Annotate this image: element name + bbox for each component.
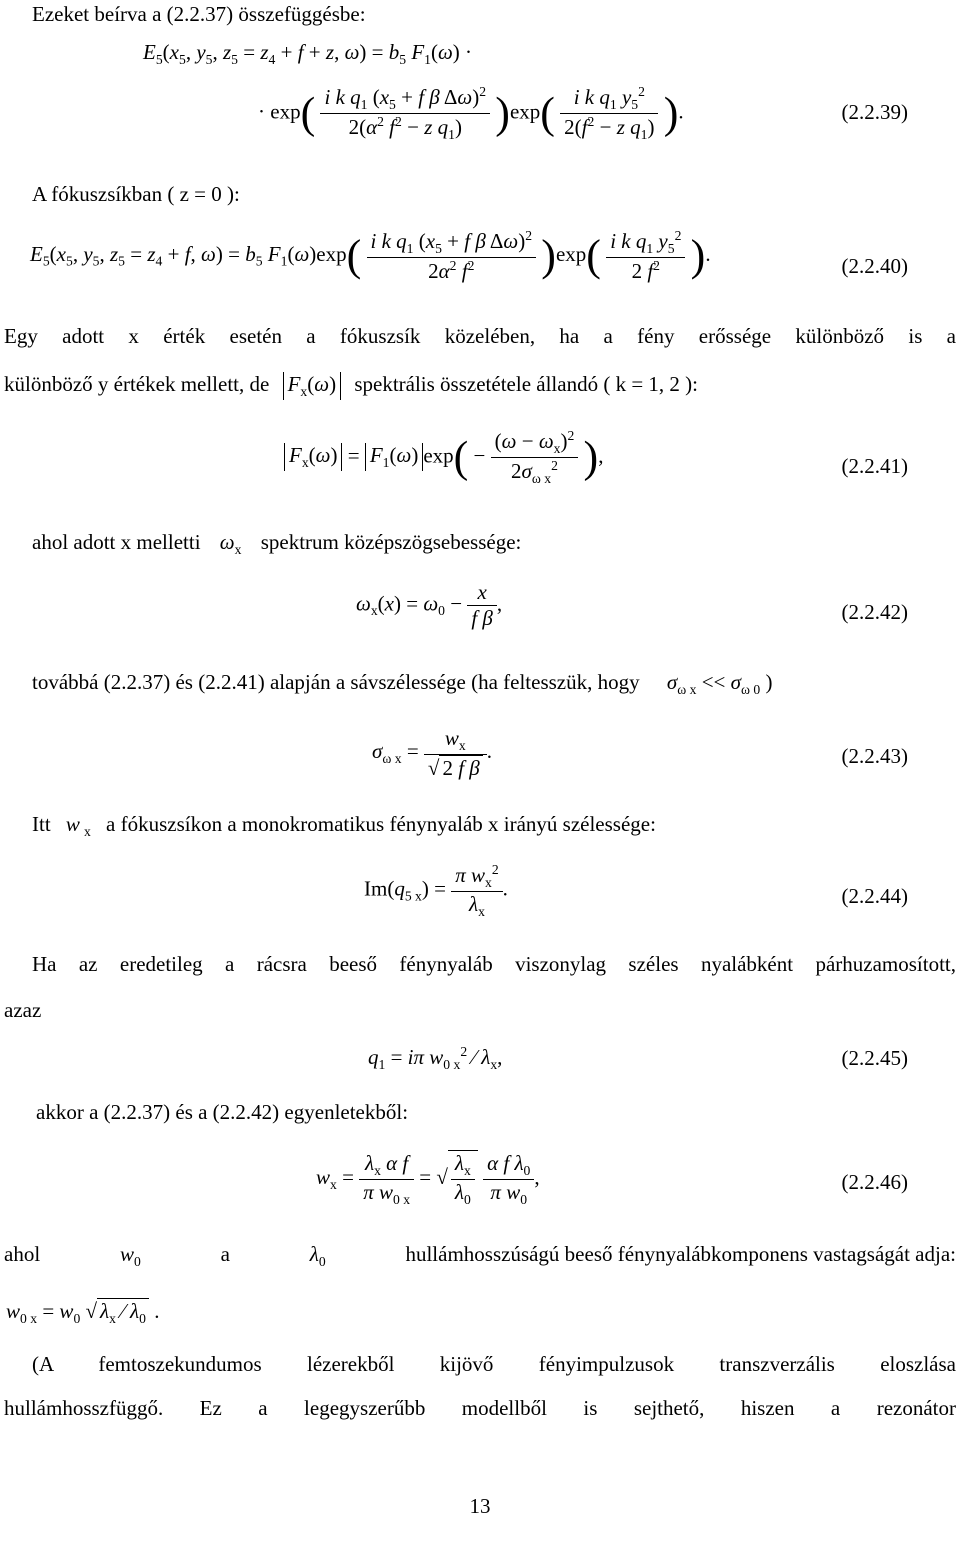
paragraph-where-b: a: [220, 1242, 230, 1266]
equation-2-2-46: $w_x$ = $\frac{\lambda_x \alpha f}{\pi w_{0 x}}$ = √ $\frac{\lambda_x}{\lambda_0}$ $\frac{\alpha f \lambda_0}{\pi w_0}$ ,: [316, 1151, 540, 1207]
equation-number-40: (2.2.40): [841, 254, 908, 278]
paragraph-omega-x-a: ahol adott x melletti: [32, 530, 201, 554]
equation-2-2-42: $\omega_x(x) = \omega_0$ − $\frac{x}{\text{f β}}$ ,: [356, 580, 503, 630]
equation-number-41: (2.2.41): [841, 454, 908, 478]
paragraph-width: Itt w $_x$ a fókuszsíkon a monokromatikus fénynyaláb x irányú szélessége:: [32, 812, 656, 839]
paragraph-focal-plane: A fókuszsíkban ( z = 0 ):: [32, 182, 240, 206]
equation-number-42: (2.2.42): [841, 600, 908, 624]
paragraph-intro: Ezeket beírva a (2.2.37) összefüggésbe:: [32, 2, 366, 26]
paragraph-femto-line1: (A femtoszekundumos lézerekből kijövő fényimpulzusok transzverzális eloszlása: [32, 1352, 956, 1376]
paragraph-femto-line2: hullámhosszfüggő. Ez a legegyszerűbb modellből is sejthető, hiszen a rezonátor: [4, 1396, 956, 1420]
paragraph-omega-x: ahol adott x melletti $\omega_x$ spektrum középszögsebessége:: [32, 530, 522, 557]
paragraph-omega-x-b: spektrum középszögsebessége:: [260, 530, 522, 554]
paragraph-where-a: ahol: [4, 1242, 41, 1266]
equation-2-2-39-line2: · exp( $\frac{i k q_1 (x_5 + f \beta \Delta\omega)^2}{2(\alpha^2 f^2 - z q_1)}$ )exp( $\frac{i k q_1 y_5^2}{2(f^2 - z q_1)}$ ).: [258, 84, 684, 142]
paragraph-bandwidth-a: továbbá (2.2.37) és (2.2.41) alapján a sávszélessége (ha feltesszük, hogy: [32, 670, 640, 694]
paragraph-given-x-line2: különböző y értékek mellett, de $F_x(\omega)$ spektrális összetétele állandó ( k = 1, 2 ):: [4, 372, 698, 399]
paragraph-where-c: hullámhosszúságú beeső fénynyalábkomponens vastagságát adja:: [405, 1242, 956, 1266]
paragraph-given-x-line2b: spektrális összetétele állandó ( k = 1, 2 ):: [354, 372, 698, 396]
paragraph-width-a: Itt: [32, 812, 51, 836]
paragraph-bandwidth: továbbá (2.2.37) és (2.2.41) alapján a sávszélessége (ha feltesszük, hogy $\sigma_{\omega x} << \sigma_{\omega 0}$ ): [32, 670, 773, 697]
paragraph-parallel-line2: azaz: [4, 998, 42, 1022]
paragraph-where-line1: ahol $w_0$ a $\lambda_0$ hullámhosszúságú beeső fénynyalábkomponens vastagságát adja:: [4, 1242, 956, 1269]
equation-2-2-41: $F_x(\omega) = F_1(\omega) \exp$( − $\frac{(\omega - \omega_x)^2}{2\sigma_{\omega x}^2}$ ),: [284, 428, 603, 487]
page-number: 13: [469, 1494, 491, 1518]
paragraph-given-x-line2a: különböző y értékek mellett, de: [4, 372, 270, 396]
paragraph-given-x-line1: Egy adott x érték esetén a fókuszsík közelében, ha a fény erőssége különböző is a: [4, 324, 956, 348]
equation-number-46: (2.2.46): [841, 1170, 908, 1194]
paragraph-then: akkor a (2.2.37) és a (2.2.42) egyenletekből:: [36, 1100, 409, 1124]
equation-2-2-43: $\sigma_{\omega x}$ = $\frac{w_x}{\text{√ 2 f β}}$ .: [372, 726, 492, 780]
equation-2-2-40: $E_5(x_5$, $y_5$, $z_5 = z_4 + f$, $\omega) = b_5$ $F_1(\omega)\exp$( $\frac{i k q_1 (x_5 + f \beta \Delta\omega)^2}{2\alpha^2 f^2}$ )exp( $\frac{i k q_1 y_5^2}{2 f^2}$ ).: [30, 228, 711, 284]
equation-2-2-45: $q_1 = i\pi$ $w_{0 x}^2$ ⁄ $\lambda_x$,: [368, 1044, 503, 1072]
equation-2-2-39-line1: $E_5(x_5$, $y_5$, $z_5 = z_4 + f + z$, $\omega) = b_5$ $F_1(\omega)$ ·: [143, 40, 473, 67]
paragraph-parallel-line1: Ha az eredetileg a rácsra beeső fénynyaláb viszonylag széles nyalábként párhuzamosított,: [32, 952, 956, 976]
equation-number-43: (2.2.43): [841, 744, 908, 768]
equation-number-39: (2.2.39): [841, 100, 908, 124]
equation-number-44: (2.2.44): [841, 884, 908, 908]
equation-w0x: $w_{0 x} = w_0$ √ $\lambda_x$ ⁄ $\lambda_0$ .: [6, 1299, 160, 1326]
paragraph-width-b: a fókuszsíkon a monokromatikus fénynyaláb x irányú szélessége:: [106, 812, 656, 836]
equation-number-45: (2.2.45): [841, 1046, 908, 1070]
equation-2-2-44: $Im(q_{5 x})$ = $\frac{\pi w_x^2}{\lambda_x}$ .: [364, 862, 508, 919]
